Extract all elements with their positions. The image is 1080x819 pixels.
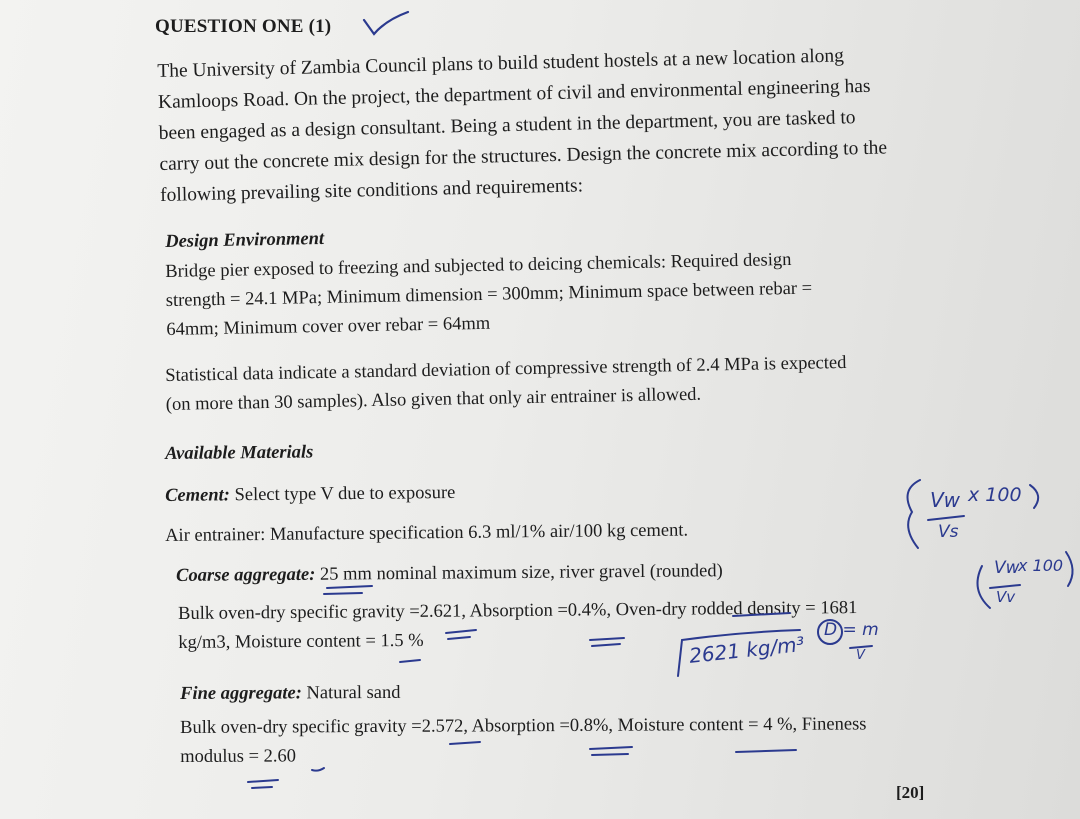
design-environment-heading: Design Environment xyxy=(165,228,325,252)
handwritten-ratio2-top: Vw xyxy=(994,558,1020,578)
fine-property-line: modulus = 2.60 xyxy=(180,746,297,767)
question-heading: QUESTION ONE (1) xyxy=(155,16,332,37)
brace-mark xyxy=(908,480,921,548)
air-entrainer-line xyxy=(165,517,688,551)
available-materials-section xyxy=(165,438,313,469)
check-mark-icon xyxy=(362,10,410,40)
intro-line: Kamloops Road. On the project, the department of civil and environmental engineering has xyxy=(157,75,871,113)
intro-line: The University of Zambia Council plans to build student hostels at a new location along xyxy=(157,45,845,82)
cement-line xyxy=(165,479,455,511)
handwritten-times-100: x 100 xyxy=(968,484,1022,506)
design-environment-text xyxy=(165,246,813,345)
statistical-line: Statistical data indicate a standard deviation of compressive strength of 2.4 MPa is expected xyxy=(165,352,847,386)
fraction-bar xyxy=(928,516,964,520)
statistical-line: (on more than 30 samples). Also given that only air entrainer is allowed. xyxy=(165,384,702,415)
underline-mark xyxy=(400,660,420,662)
handwritten-dm-note: D = m xyxy=(824,620,879,640)
design-environment-line: strength = 24.1 MPa; Minimum dimension = 300mm; Minimum space between rebar = xyxy=(165,278,813,311)
intro-line: following prevailing site conditions and requirements: xyxy=(159,175,584,206)
underline-mark xyxy=(324,593,362,594)
handwritten-ratio2-bottom: Vv xyxy=(996,588,1016,606)
handwritten-density-note: 2621 kg/m³ xyxy=(688,631,806,668)
coarse-text: 25 mm nominal maximum size, river gravel (rounded) xyxy=(315,561,723,585)
coarse-label: Coarse aggregate: xyxy=(176,564,316,586)
fine-label: Fine aggregate: xyxy=(180,683,302,704)
fine-property-line: Bulk oven-dry specific gravity =2.572, Absorption =0.8%, Moisture content = 4 %, Fineness xyxy=(180,714,867,738)
cement-text: Select type V due to exposure xyxy=(229,482,456,506)
design-environment-line: Bridge pier exposed to freezing and subjected to deicing chemicals: Required design xyxy=(165,249,792,282)
fine-aggregate-line xyxy=(180,679,401,709)
air-entrainer-text: Air entrainer: Manufacture specification 6.3 ml/1% air/100 kg cement. xyxy=(165,520,689,546)
available-materials-heading: Available Materials xyxy=(165,442,314,464)
handwritten-ratio-bottom: Vs xyxy=(938,522,959,542)
paren-mark xyxy=(978,566,991,608)
cement-label: Cement: xyxy=(165,485,230,506)
paren-mark xyxy=(1066,552,1073,586)
brace-mark xyxy=(1030,485,1038,508)
design-environment-section xyxy=(165,225,324,257)
intro-line: been engaged as a design consultant. Being a student in the department, you are tasked to xyxy=(158,107,856,144)
underline-mark xyxy=(252,787,272,788)
design-environment-line: 64mm; Minimum cover over rebar = 64mm xyxy=(166,313,491,340)
handwritten-ratio2-times: x 100 xyxy=(1018,556,1064,575)
underline-mark xyxy=(248,780,278,782)
question-intro xyxy=(157,38,960,211)
coarse-aggregate-line xyxy=(176,557,723,591)
handwritten-dm-sub: V xyxy=(856,648,865,663)
fine-aggregate-properties xyxy=(180,710,867,772)
handwritten-ratio-top: Vw xyxy=(930,488,961,512)
statistical-text xyxy=(165,349,847,420)
intro-line: carry out the concrete mix design for the structures. Design the concrete mix according to the xyxy=(159,137,888,175)
marks-label: [20] xyxy=(896,783,925,802)
coarse-property-line: kg/m3, Moisture content = 1.5 % xyxy=(178,630,424,653)
coarse-property-line: Bulk oven-dry specific gravity =2.621, Absorption =0.4%, Oven-dry rodded density = 1681 xyxy=(178,598,858,624)
fine-text: Natural sand xyxy=(301,682,401,704)
